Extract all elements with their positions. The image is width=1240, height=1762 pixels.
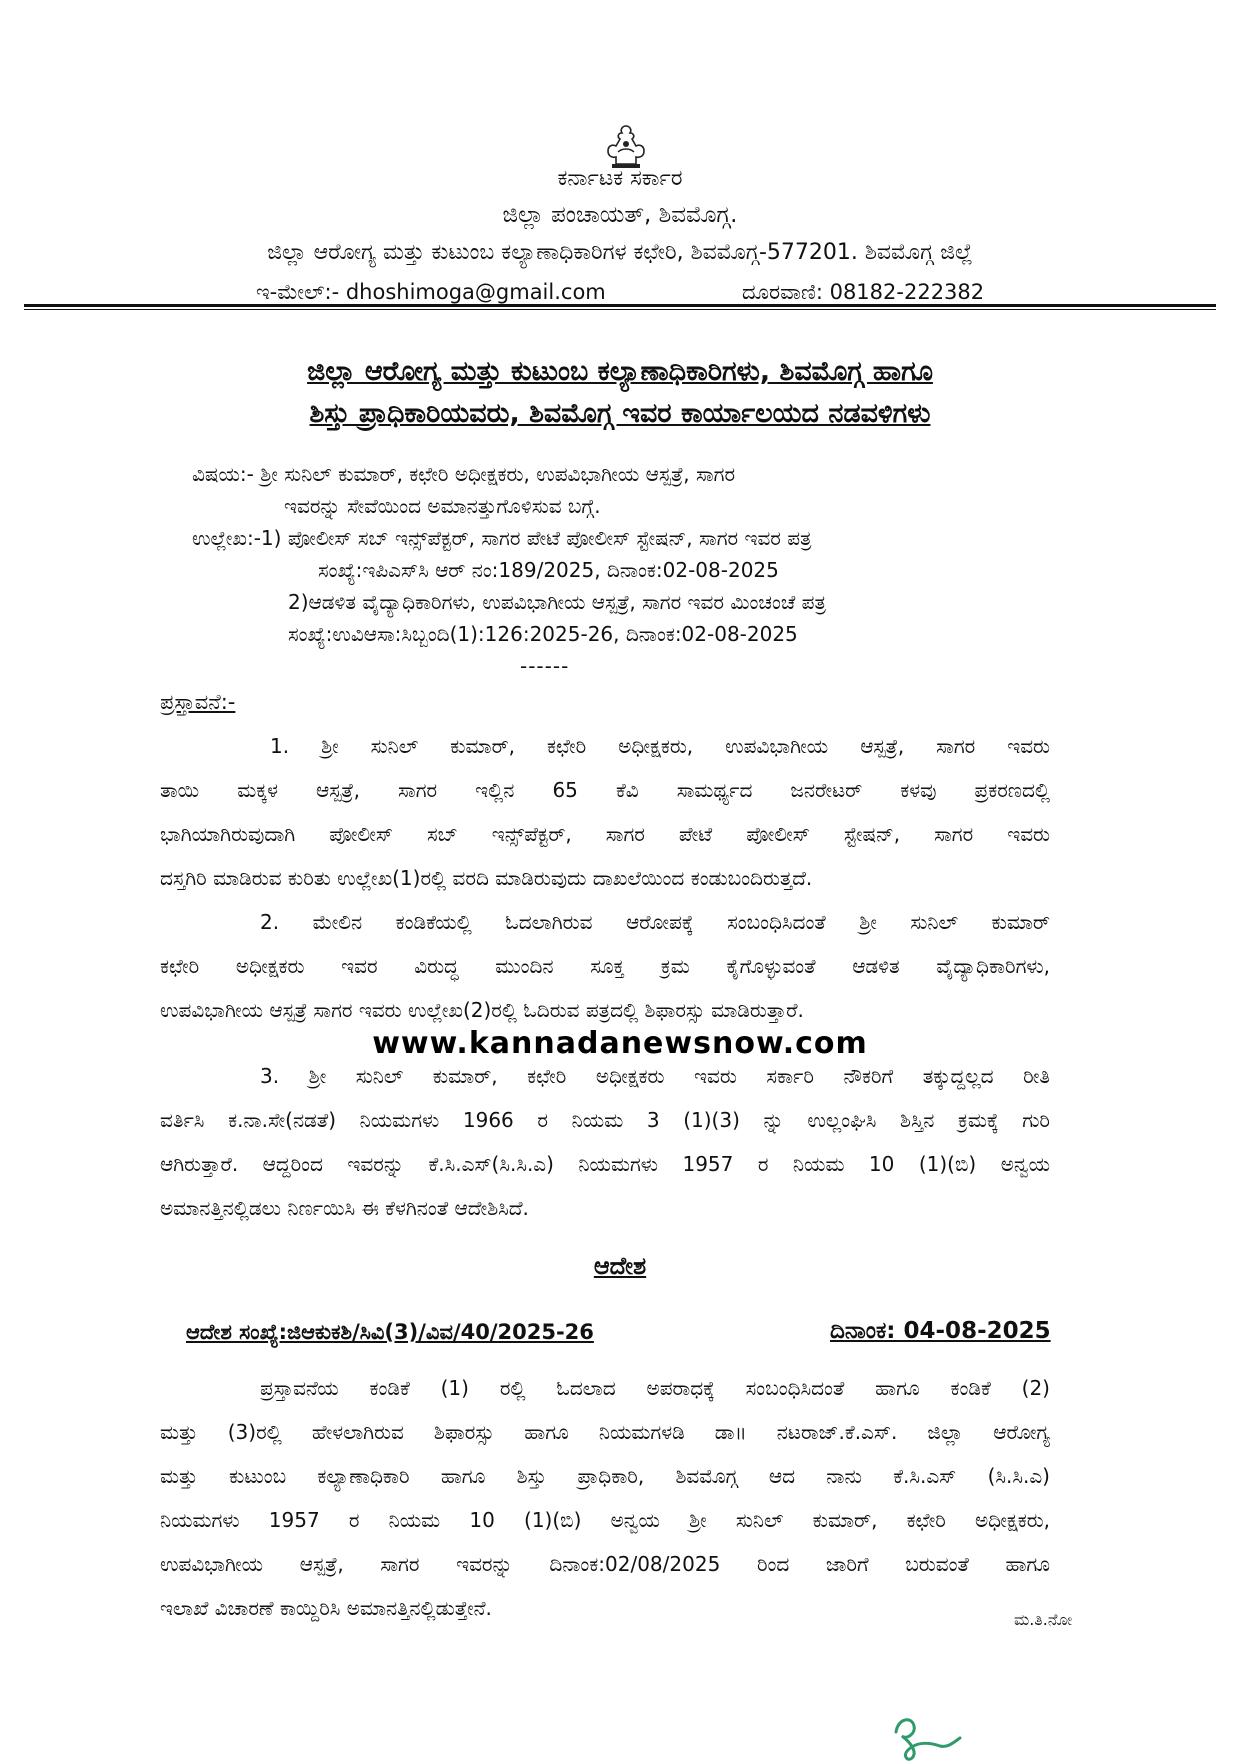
paragraph-line: ನಿಯಮಗಳು 1957 ರ ನಿಯಮ 10 (1)(ಬಿ) ಅನ್ವಯ ಶ್ರೀ ಸುನಿಲ್ ಕುಮಾರ್, ಕಛೇರಿ ಅಧೀಕ್ಷಕರು, [160, 1508, 1050, 1532]
order-date: ದಿನಾಂಕ: 04-08-2025 [830, 1318, 1051, 1344]
paragraph-line: 2. ಮೇಲಿನ ಕಂಡಿಕೆಯಲ್ಲಿ ಓದಲಾಗಿರುವ ಆರೋಪಕ್ಕೆ ಸಂಬಂಧಿಸಿದಂತೆ ಶ್ರೀ ಸುನಿಲ್ ಕುಮಾರ್ [260, 910, 1050, 934]
order-body [160, 1366, 1050, 1630]
paragraph-line: ಉಪವಿಭಾಗೀಯ ಆಸ್ಪತ್ರೆ, ಸಾಗರ ಇವರನ್ನು ದಿನಾಂಕ:02/08/2025 ರಿಂದ ಜಾರಿಗೆ ಬರುವಂತೆ ಹಾಗೂ [160, 1552, 1050, 1576]
proceedings-heading-line1: ಜಿಲ್ಲಾ ಆರೋಗ್ಯ ಮತ್ತು ಕುಟುಂಬ ಕಲ್ಯಾಣಾಧಿಕಾರಿಗಳು, ಶಿವಮೊಗ್ಗ ಹಾಗೂ [307, 356, 933, 387]
paragraph-line: 1. ಶ್ರೀ ಸುನಿಲ್ ಕುಮಾರ್, ಕಛೇರಿ ಅಧೀಕ್ಷಕರು, ಉಪವಿಭಾಗೀಯ ಆಸ್ಪತ್ರೆ, ಸಾಗರ ಇವರು [270, 734, 1050, 758]
paragraph-line: ಉಪವಿಭಾಗೀಯ ಆಸ್ಪತ್ರೆ ಸಾಗರ ಇವರು ಉಲ್ಲೇಖ(2)ರಲ್ಲಿ ಓದಿರುವ ಪತ್ರದಲ್ಲಿ ಶಿಫಾರಸ್ಸು ಮಾಡಿರುತ್ತಾರೆ. [160, 998, 804, 1022]
reference-1-line2: ಸಂಖ್ಯೆ:ಇಪಿಎಸ್‌ಸಿ ಆರ್ ನಂ:189/2025, ದಿನಾಂಕ:02-08-2025 [318, 558, 779, 582]
website-watermark: www.kannadanewsnow.com [372, 1026, 868, 1061]
reference-separator: ------ [520, 654, 570, 678]
paragraph-line: ವರ್ತಿಸಿ ಕ.ನಾ.ಸೇ(ನಡತೆ) ನಿಯಮಗಳು 1966 ರ ನಿಯಮ 3 (1)(3) ನ್ನು ಉಲ್ಲಂಘಿಸಿ ಶಿಸ್ತಿನ ಕ್ರಮಕ್ಕೆ ಗುರಿ [160, 1108, 1050, 1132]
paragraph-line: ಭಾಗಿಯಾಗಿರುವುದಾಗಿ ಪೋಲೀಸ್ ಸಬ್ ಇನ್ಸ್‌ಪೆಕ್ಟರ್, ಸಾಗರ ಪೇಟೆ ಪೋಲೀಸ್ ಸ್ಟೇಷನ್, ಸಾಗರ ಇವರು [160, 822, 1050, 846]
paragraph-line: ಇಲಾಖೆ ವಿಚಾರಣೆ ಕಾಯ್ದಿರಿಸಿ ಅಮಾನತ್ತಿನಲ್ಲಿಡುತ್ತೇನೆ. [160, 1596, 492, 1620]
paragraph-line: ಮತ್ತು (3)ರಲ್ಲಿ ಹೇಳಲಾಗಿರುವ ಶಿಫಾರಸ್ಸು ಹಾಗೂ ನಿಯಮಗಳಡಿ ಡಾ॥ ನಟರಾಜ್.ಕೆ.ಎಸ್. ಜಿಲ್ಲಾ ಆರೋಗ್ಯ [160, 1420, 1050, 1444]
office-email: ಇ-ಮೇಲ್:- dhoshimoga@gmail.com [256, 280, 606, 304]
order-number: ಆದೇಶ ಸಂಖ್ಯೆ:ಜಿಆಕುಕಶಿ/ಸಿವಿ(3)/ವಿವ/40/2025-26 [186, 1320, 594, 1344]
signature-icon [888, 1712, 968, 1762]
reference-1-line1: ಉಲ್ಲೇಖ:-1) ಪೋಲೀಸ್ ಸಬ್ ಇನ್ಸ್‌ಪೆಕ್ಟರ್, ಸಾಗರ ಪೇಟೆ ಪೋಲೀಸ್ ಸ್ಟೇಷನ್, ಸಾಗರ ಇವರ ಪತ್ರ [192, 526, 812, 550]
paragraph-line: ಕಛೇರಿ ಅಧೀಕ್ಷಕರು ಇವರ ವಿರುದ್ಧ ಮುಂದಿನ ಸೂಕ್ತ ಕ್ರಮ ಕೈಗೊಳ್ಳುವಂತೆ ಆಡಳಿತ ವೈದ್ಯಾಧಿಕಾರಿಗಳು, [160, 954, 1050, 978]
zilla-panchayat-name: ಜಿಲ್ಲಾ ಪಂಚಾಯತ್, ಶಿವಮೊಗ್ಗ. [502, 202, 738, 228]
subject-line2: ಇವರನ್ನು ಸೇವೆಯಿಂದ ಅಮಾನತ್ತುಗೊಳಿಸುವ ಬಗ್ಗೆ. [284, 494, 601, 518]
preamble-paragraph-2 [160, 900, 1050, 1032]
preamble-paragraph-1 [160, 724, 1050, 900]
reference-2-line1: 2)ಆಡಳಿತ ವೈದ್ಯಾಧಿಕಾರಿಗಳು, ಉಪವಿಭಾಗೀಯ ಆಸ್ಪತ್ರೆ, ಸಾಗರ ಇವರ ಮಿಂಚಂಚೆ ಪತ್ರ [288, 590, 826, 614]
reference-2-line2: ಸಂಖ್ಯೆ:ಉವಿಆಸಾ:ಸಿಬ್ಬಂದಿ(1):126:2025-26, ದಿನಾಂಕ:02-08-2025 [288, 622, 798, 646]
proceedings-heading-line2: ಶಿಸ್ತು ಪ್ರಾಧಿಕಾರಿಯವರು, ಶಿವಮೊಗ್ಗ ಇವರ ಕಾರ್ಯಾಲಯದ ನಡವಳಿಗಳು [309, 398, 931, 429]
paragraph-line: 3. ಶ್ರೀ ಸುನಿಲ್ ಕುಮಾರ್, ಕಛೇರಿ ಅಧೀಕ್ಷಕರು ಇವರು ಸರ್ಕಾರಿ ನೌಕರಿಗೆ ತಕ್ಕುದ್ದಲ್ಲದ ರೀತಿ [260, 1064, 1050, 1088]
subject-line1: ವಿಷಯ:- ಶ್ರೀ ಸುನಿಲ್ ಕುಮಾರ್, ಕಛೇರಿ ಅಧೀಕ್ಷಕರು, ಉಪವಿಭಾಗೀಯ ಆಸ್ಪತ್ರೆ, ಸಾಗರ [192, 462, 736, 486]
paragraph-line: ತಾಯಿ ಮಕ್ಕಳ ಆಸ್ಪತ್ರೆ, ಸಾಗರ ಇಲ್ಲಿನ 65 ಕೆವಿ ಸಾಮರ್ಥ್ಯದ ಜನರೇಟರ್ ಕಳವು ಪ್ರಕರಣದಲ್ಲಿ [160, 778, 1050, 802]
turn-over-note: ಮ.ತಿ.ನೋ [1014, 1610, 1073, 1629]
letterhead-divider-thin [24, 309, 1216, 310]
paragraph-line: ಆಗಿರುತ್ತಾರೆ. ಆದ್ದರಿಂದ ಇವರನ್ನು ಕೆ.ಸಿ.ಎಸ್(ಸಿ.ಸಿ.ಎ) ನಿಯಮಗಳು 1957 ರ ನಿಯಮ 10 (1)(ಬಿ) ಅನ್ವಯ [160, 1152, 1050, 1176]
paragraph-line: ಪ್ರಸ್ತಾವನೆಯ ಕಂಡಿಕೆ (1) ರಲ್ಲಿ ಓದಲಾದ ಅಪರಾಧಕ್ಕೆ ಸಂಬಂಧಿಸಿದಂತೆ ಹಾಗೂ ಕಂಡಿಕೆ (2) [260, 1376, 1050, 1400]
paragraph-line: ಮತ್ತು ಕುಟುಂಬ ಕಲ್ಯಾಣಾಧಿಕಾರಿ ಹಾಗೂ ಶಿಸ್ತು ಪ್ರಾಧಿಕಾರಿ, ಶಿವಮೊಗ್ಗ ಆದ ನಾನು ಕೆ.ಸಿ.ಎಸ್ (ಸಿ.ಸಿ.ಎ) [160, 1464, 1050, 1488]
state-emblem-icon [598, 122, 654, 170]
office-phone: ದೂರವಾಣಿ: 08182-222382 [742, 280, 985, 304]
paragraph-line: ಅಮಾನತ್ತಿನಲ್ಲಿಡಲು ನಿರ್ಣಯಿಸಿ ಈ ಕೆಳಗಿನಂತೆ ಆದೇಶಿಸಿದೆ. [160, 1196, 529, 1220]
paragraph-line: ದಸ್ತಗಿರಿ ಮಾಡಿರುವ ಕುರಿತು ಉಲ್ಲೇಖ(1)ರಲ್ಲಿ ವರದಿ ಮಾಡಿರುವುದು ದಾಖಲೆಯಿಂದ ಕಂಡುಬಂದಿರುತ್ತದೆ. [160, 866, 813, 890]
government-name: ಕರ್ನಾಟಕ ಸರ್ಕಾರ [557, 166, 683, 191]
office-address: ಜಿಲ್ಲಾ ಆರೋಗ್ಯ ಮತ್ತು ಕುಟುಂಬ ಕಲ್ಯಾಣಾಧಿಕಾರಿಗಳ ಕಛೇರಿ, ಶಿವಮೊಗ್ಗ-577201. ಶಿವಮೊಗ್ಗ ಜಿಲ್ಲೆ [267, 240, 973, 265]
preamble-label: ಪ್ರಸ್ತಾವನೆ:- [160, 690, 236, 714]
letterhead-divider [24, 304, 1216, 307]
order-title: ಆದೇಶ [593, 1252, 647, 1280]
preamble-paragraph-3 [160, 1054, 1050, 1230]
